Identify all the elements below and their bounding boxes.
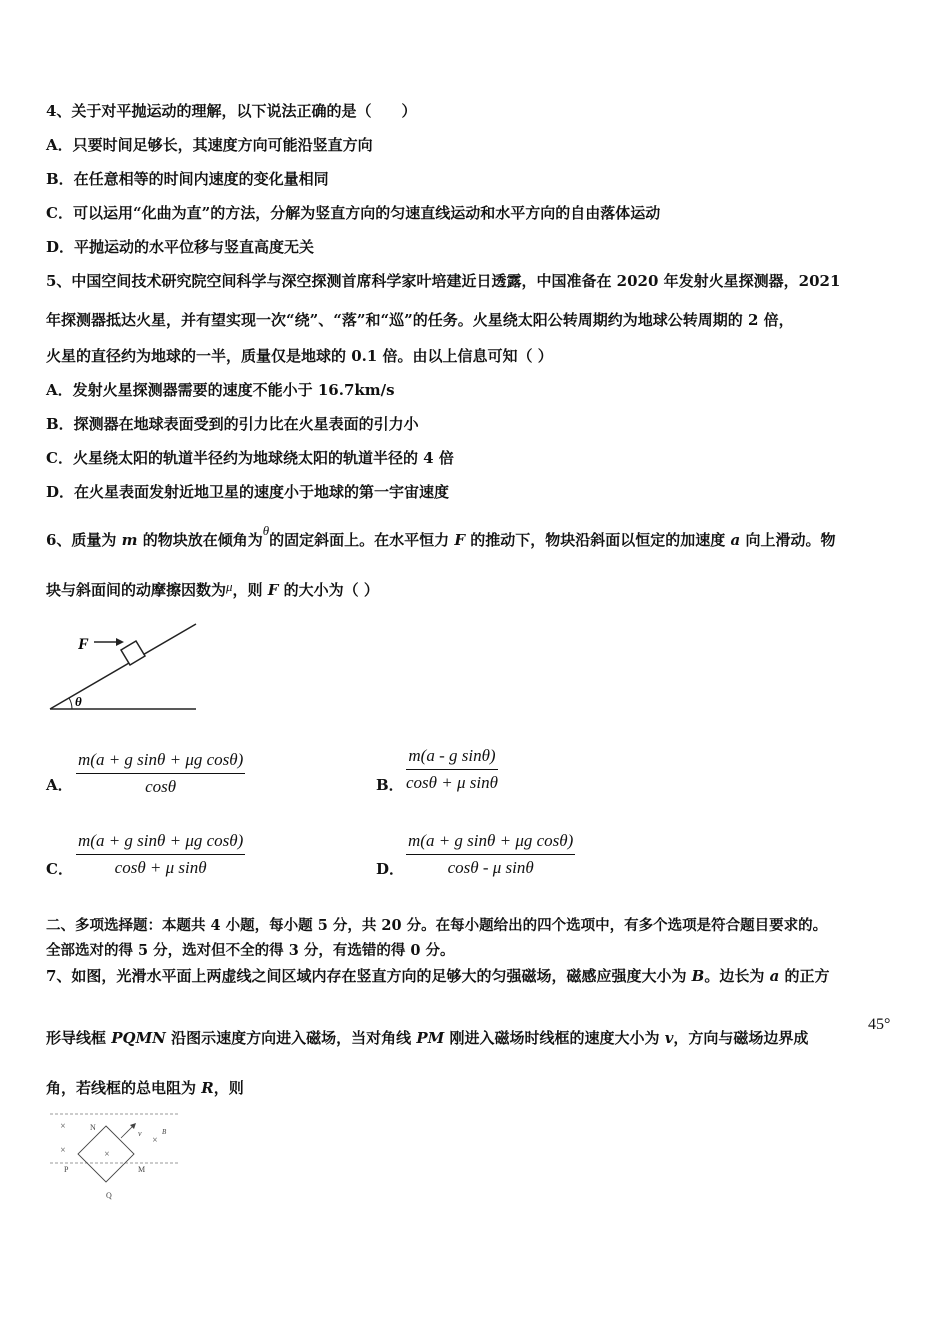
q6-option-d-fraction [406, 831, 575, 878]
q6-line-2: 块与斜面间的动摩擦因数为μ，则 F 的大小为（ ） [46, 579, 379, 599]
q6-option-d-label: D． [376, 860, 405, 878]
q7-line-3: 角，若线框的总电阻为 R，则 [46, 1079, 244, 1097]
q7-line-2: 形导线框 PQMN 沿图示速度方向进入磁场，当对角线 PM 刚进入磁场时线框的速度大小为 v，方向与磁场边界成 [46, 1029, 809, 1047]
label-m: M [138, 1165, 146, 1174]
var-r: R [201, 1079, 214, 1097]
q5-option-b: B．探测器在地球表面受到的引力比在火星表面的引力小 [46, 415, 419, 433]
label-v: v [138, 1129, 142, 1138]
section2-line-1: 二、多项选择题：本题共 4 小题，每小题 5 分，共 20 分。在每小题给出的四个选项中，有多个选项是符合题目要求的。 [46, 917, 828, 934]
q6-option-a-fraction [76, 750, 245, 797]
var-m: m [121, 531, 138, 549]
block [121, 641, 145, 665]
var-a-q7: a [769, 967, 780, 985]
cross-1: × [60, 1122, 66, 1130]
q6-line-1: 6、质量为 m 的物块放在倾角为θ的固定斜面上。在水平恒力 F 的推动下，物块沿斜面以恒定的加速度 a 向上滑动。物 [46, 523, 836, 549]
label-n: N [90, 1123, 96, 1132]
q4-option-a: A．只要时间足够长，其速度方向可能沿竖直方向 [46, 136, 373, 154]
q6-option-b-denominator: cosθ + μ sinθ [406, 773, 498, 792]
label-p: P [64, 1165, 69, 1174]
q6-option-c-label: C． [46, 860, 73, 878]
var-f-2: F [267, 581, 279, 599]
incline-figure [44, 618, 204, 718]
q5-option-d: D．在火星表面发射近地卫星的速度小于地球的第一宇宙速度 [46, 483, 450, 501]
q6-option-a-label: A． [46, 776, 73, 794]
q5-option-a: A．发射火星探测器需要的速度不能小于 16.7km/s [46, 381, 395, 399]
q6-option-b-fraction [406, 746, 498, 793]
q6-option-d-denominator: cosθ - μ sinθ [447, 858, 534, 877]
force-label: F [78, 636, 89, 653]
q5-line-3: 火星的直径约为地球的一半，质量仅是地球的 0.1 倍。由以上信息可知（ ） [46, 347, 553, 365]
var-f: F [454, 531, 466, 549]
velocity-arrow [121, 1126, 133, 1138]
var-theta: θ [262, 523, 270, 538]
var-pqmn: PQMN [111, 1029, 166, 1047]
var-a: a [730, 531, 741, 549]
q4-option-d: D．平抛运动的水平位移与竖直高度无关 [46, 238, 315, 256]
q4-stem: 4、关于对平抛运动的理解，以下说法正确的是（ ） [46, 102, 417, 120]
q5-option-c: C．火星绕太阳的轨道半径约为地球绕太阳的轨道半径的 4 倍 [46, 449, 454, 467]
q6-option-a-numerator: m(a + g sinθ + μg cosθ) [76, 750, 245, 774]
q5-line-2: 年探测器抵达火星，并有望实现一次“绕”、“落”和“巡”的任务。火星绕太阳公转周期约为地球公转周期的 2 倍， [46, 311, 794, 329]
angle-45: 45° [868, 1016, 891, 1033]
q5-line-1: 5、中国空间技术研究院空间科学与深空探测首席科学家叶培建近日透露，中国准备在 2020 年发射火星探测器，2021 [46, 272, 841, 290]
var-mu: μ [226, 579, 233, 594]
q6-option-c-fraction [76, 831, 245, 878]
q4-option-c: C．可以运用“化曲为直”的方法，分解为竖直方向的匀速直线运动和水平方向的自由落体运动 [46, 204, 661, 222]
magnetic-field-figure [48, 1108, 188, 1208]
cross-3: × [104, 1150, 110, 1158]
q6-option-d-numerator: m(a + g sinθ + μg cosθ) [406, 831, 575, 855]
q6-option-a-denominator: cosθ [145, 777, 177, 796]
label-q: Q [106, 1191, 112, 1200]
section2-line-2: 全部选对的得 5 分，选对但不全的得 3 分，有选错的得 0 分。 [46, 942, 455, 959]
var-v: v [664, 1029, 674, 1047]
q7-line-1: 7、如图，光滑水平面上两虚线之间区域内存在竖直方向的足够大的匀强磁场，磁感应强度大小为 B。边长为 a 的正方 [46, 967, 830, 985]
var-pm: PM [416, 1029, 445, 1047]
q6-option-c-numerator: m(a + g sinθ + μg cosθ) [76, 831, 245, 855]
var-b: B [691, 967, 705, 985]
label-b: B [162, 1128, 167, 1136]
q6-option-b-label: B． [376, 776, 404, 794]
cross-4: × [152, 1136, 158, 1144]
force-arrow-head [116, 638, 124, 646]
cross-2: × [60, 1146, 66, 1154]
q6-option-c-denominator: cosθ + μ sinθ [114, 858, 207, 877]
angle-arc [69, 698, 72, 709]
q6-option-b-numerator: m(a - g sinθ) [406, 746, 498, 770]
incline-slope [50, 624, 196, 709]
q4-option-b: B．在任意相等的时间内速度的变化量相同 [46, 170, 329, 188]
angle-label: θ [75, 694, 82, 709]
